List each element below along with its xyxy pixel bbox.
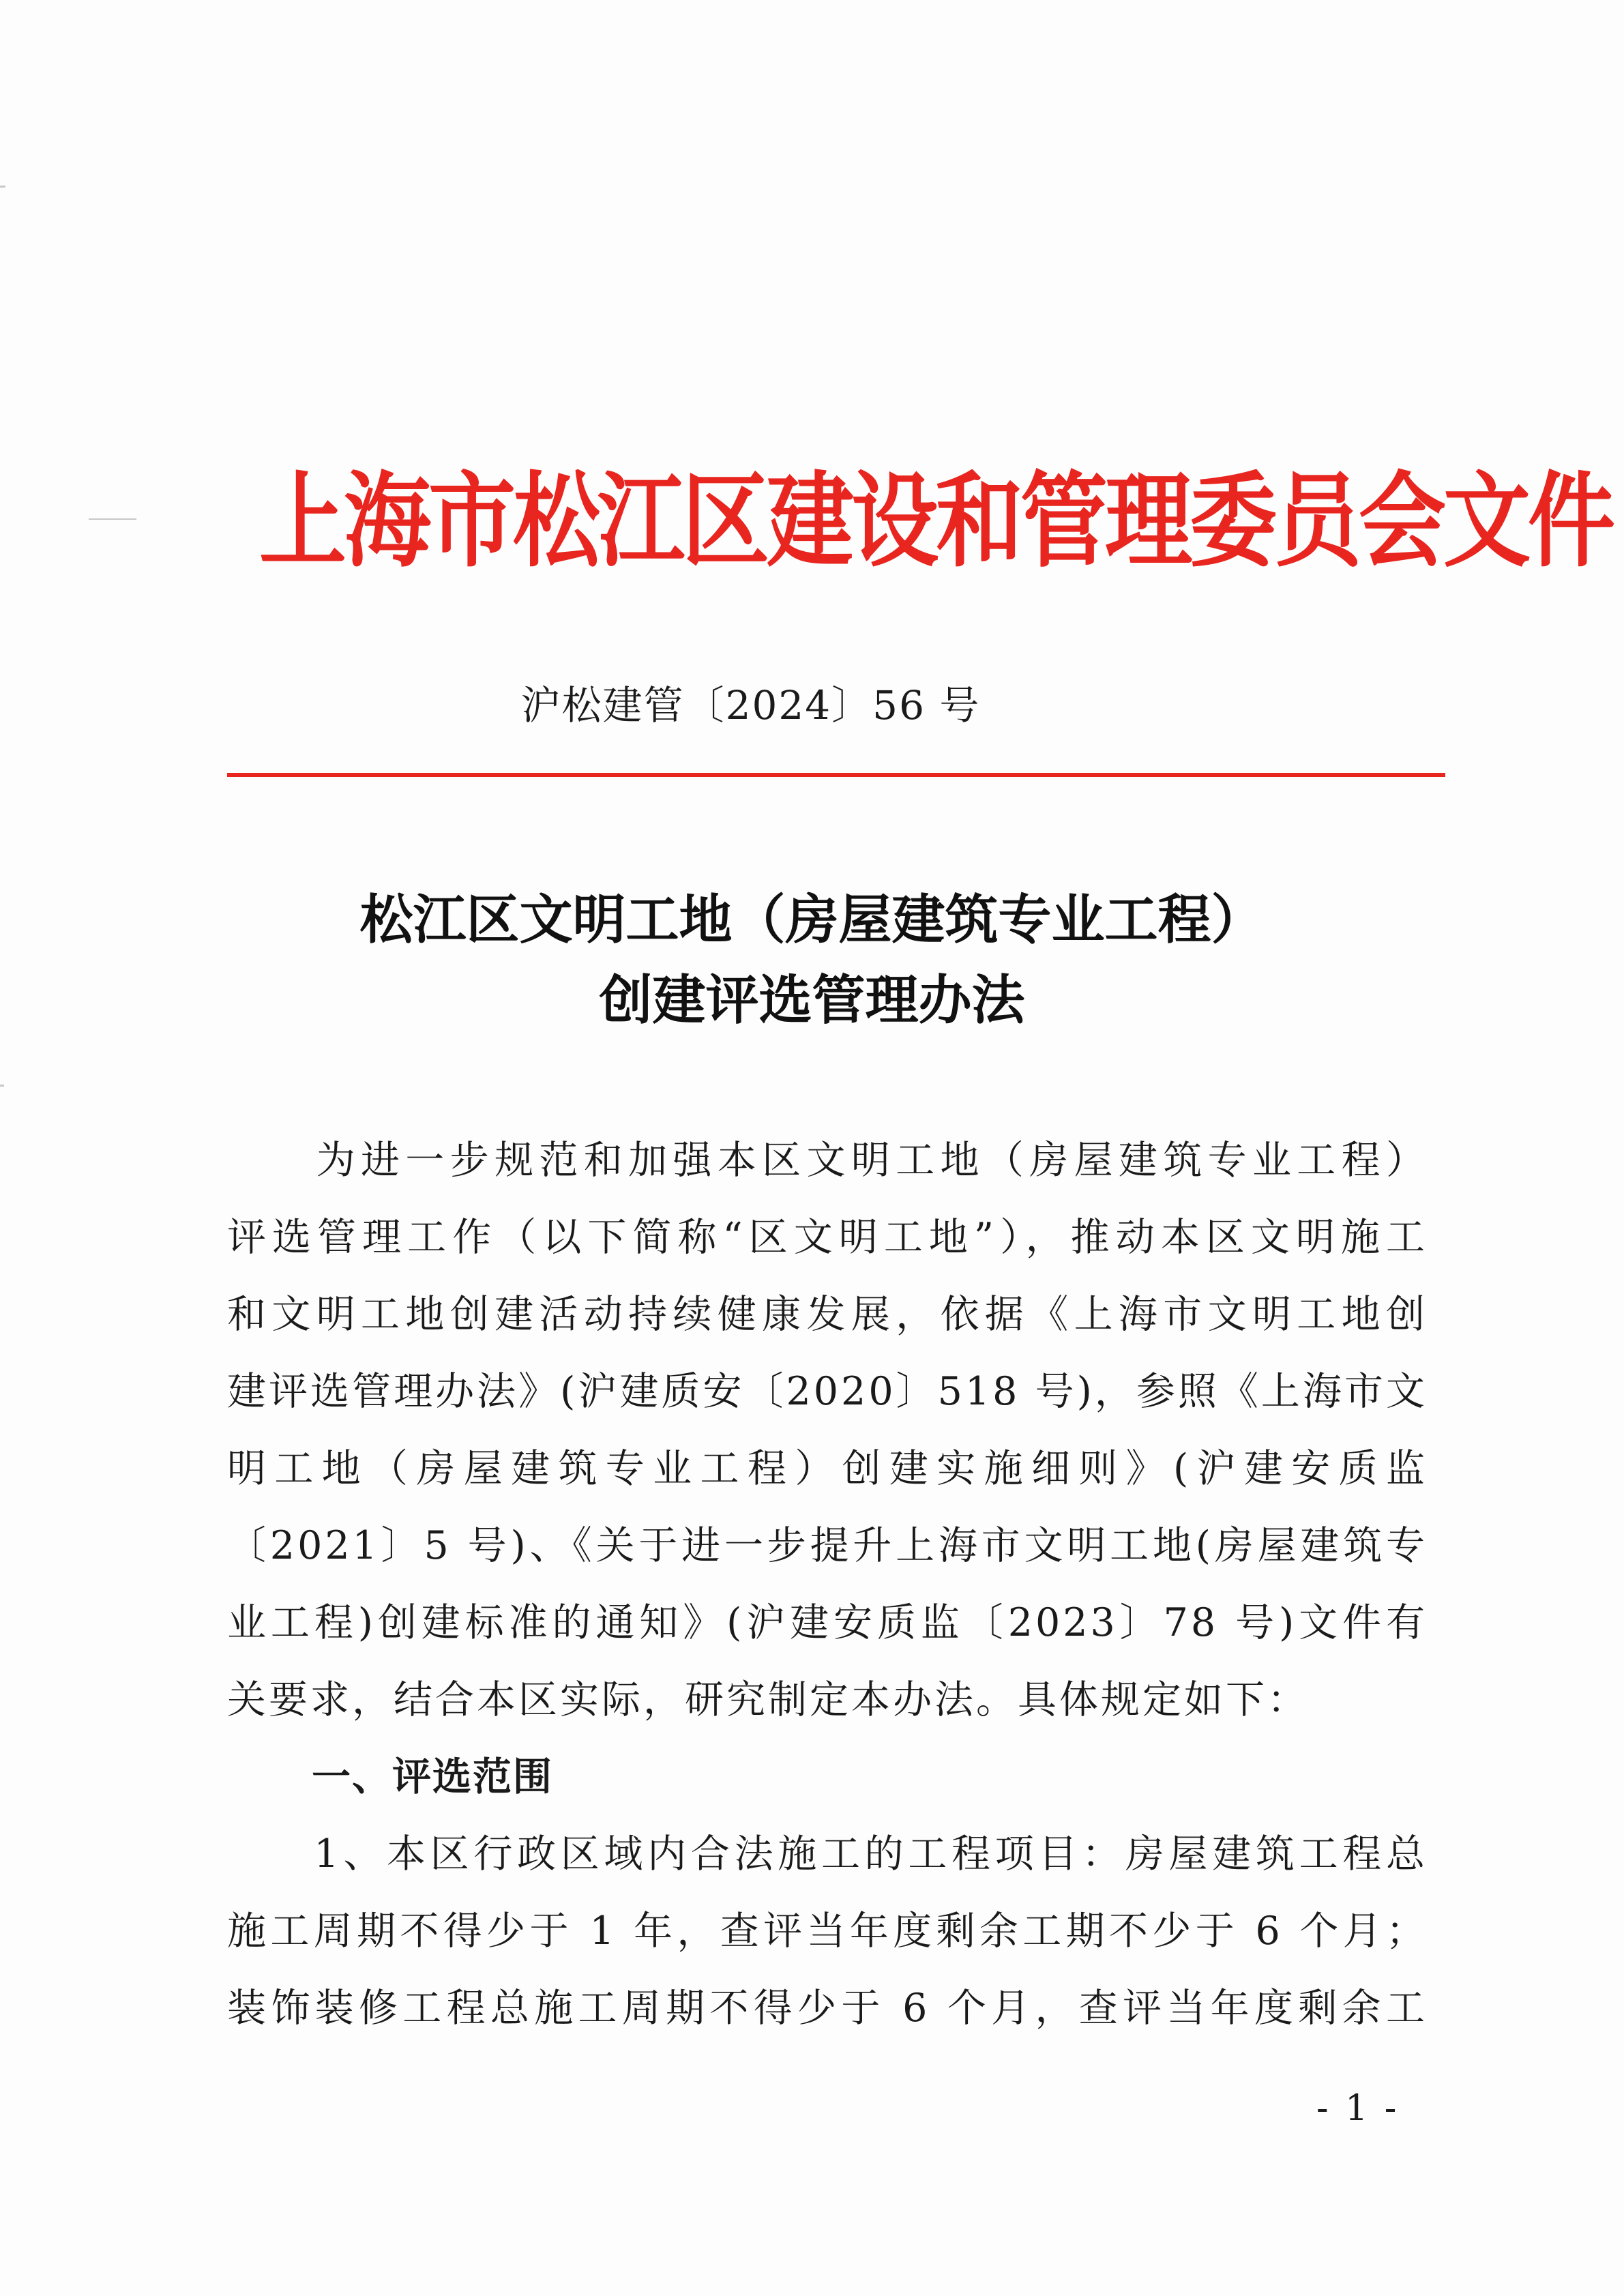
- document-title-line-1: 松江区文明工地（房屋建筑专业工程）: [359, 889, 1265, 951]
- body-line: 〔2021〕5 号)、《关于进一步提升上海市文明工地(房屋建筑专: [227, 1523, 1428, 1568]
- red-separator-line: [227, 773, 1445, 777]
- body-line: 建评选管理办法》(沪建质安〔2020〕518 号)，参照《上海市文: [227, 1369, 1428, 1414]
- document-body: [227, 1122, 1428, 2047]
- body-line: 为进一步规范和加强本区文明工地（房屋建筑专业工程）: [227, 1138, 1428, 1183]
- body-line: 和文明工地创建活动持续健康发展，依据《上海市文明工地创: [227, 1292, 1428, 1337]
- section-heading: 一、评选范围: [312, 1754, 553, 1799]
- document-title-line-2: 创建评选管理办法: [599, 970, 1025, 1031]
- page-number: - 1 -: [1316, 2088, 1400, 2129]
- body-line: 施工周期不得少于 1 年，查评当年度剩余工期不少于 6 个月；: [227, 1909, 1428, 1954]
- body-line: 明工地（房屋建筑专业工程）创建实施细则》(沪建安质监: [227, 1446, 1428, 1491]
- scan-mark: [0, 1085, 4, 1087]
- body-line: 评选管理工作（以下简称“区文明工地”），推动本区文明施工: [227, 1215, 1428, 1260]
- body-line: 业工程)创建标准的通知》(沪建安质监〔2023〕78 号)文件有: [227, 1600, 1428, 1645]
- scan-mark: [0, 186, 5, 188]
- document-number: 沪松建管〔2024〕56 号: [520, 682, 981, 728]
- issuing-authority-title: 上海市松江区建设和管理委员会文件: [259, 462, 1613, 582]
- body-line: 关要求，结合本区实际，研究制定本办法。具体规定如下：: [227, 1677, 1309, 1722]
- body-line: 1、本区行政区域内合法施工的工程项目：房屋建筑工程总: [227, 1831, 1428, 1876]
- body-line: 装饰装修工程总施工周期不得少于 6 个月，查评当年度剩余工: [227, 1986, 1428, 2031]
- scan-mark: [89, 518, 136, 520]
